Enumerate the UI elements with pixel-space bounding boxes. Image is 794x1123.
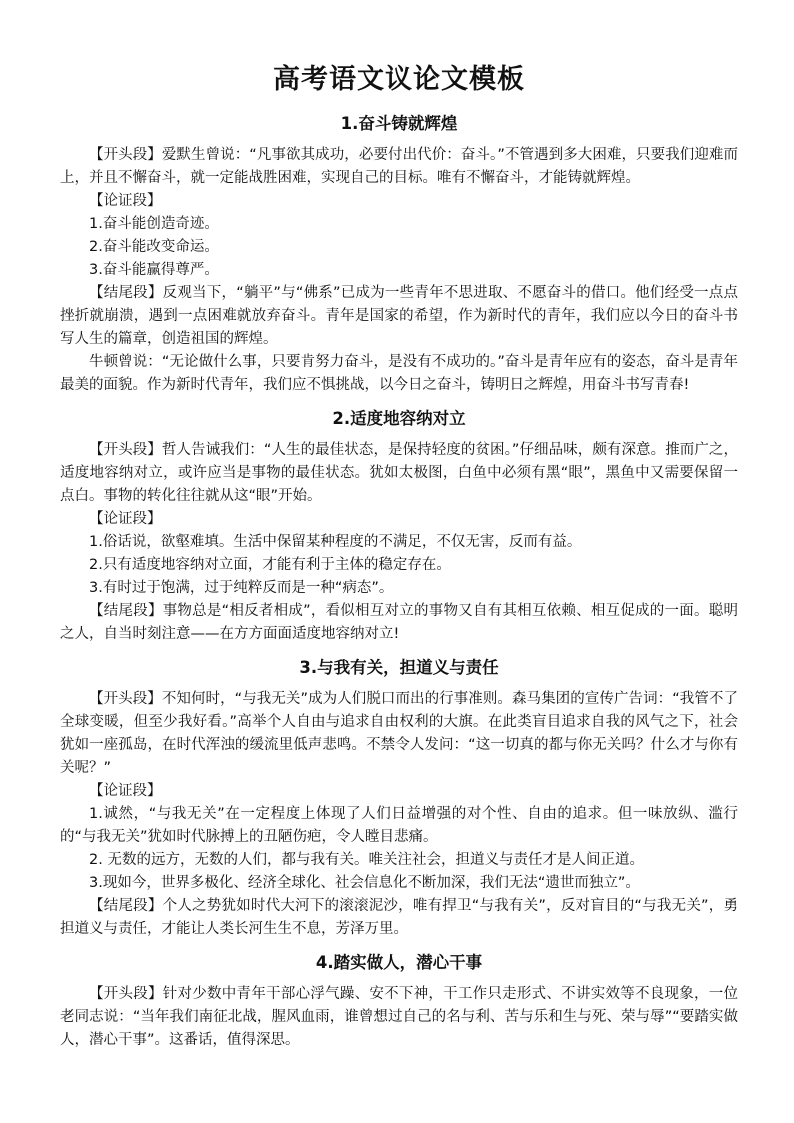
opening-paragraph: 【开头段】哲人告诫我们：“人生的最佳状态，是保持轻度的贫困。”仔细品味，颇有深意。推而广之，适度地容纳对立，或许应当是事物的最佳状态。犹如太极图，白鱼中必须有黑“眼”，黑鱼中又需要保留一点白。事物的转化往往就从这“眼”开始。 <box>60 442 738 504</box>
argument-point: 3.奋斗能赢得尊严。 <box>89 262 219 278</box>
argument-point: 1.俗话说，欲壑难填。生活中保留某种程度的不满足，不仅无害，反而有益。 <box>89 534 582 550</box>
argument-point: 1.诚然，“与我无关”在一定程度上体现了人们日益增强的对个性、自由的追求。但一味放纵、滥行的“与我无关”犹如时代脉搏上的丑陋伤疤，令人瞠目悲痛。 <box>60 806 738 845</box>
opening-paragraph: 【开头段】不知何时，“与我无关”成为人们脱口而出的行事准则。森马集团的宣传广告词：“我管不了全球变暖，但至少我好看。”高举个人自由与追求自由权利的大旗。在此类盲目追求自我的风气之下，社会犹如一座孤岛，在时代浑浊的缓流里低声悲鸣。不禁令人发问：“这一切真的都与你无关吗？什么才与你有关呢？” <box>60 691 738 776</box>
section-heading: 3.与我有关，担道义与责任 <box>299 658 499 677</box>
section-4 <box>60 951 738 1052</box>
argument-point: 1.奋斗能创造奇迹。 <box>89 216 219 232</box>
argument-label: 【论证段】 <box>89 511 162 527</box>
closing-paragraph: 【结尾段】个人之势犹如时代大河下的滚滚泥沙，唯有捍卫“与我有关”，反对盲目的“与我无关”，勇担道义与责任，才能让人类长河生生不息，芳泽万里。 <box>60 898 738 937</box>
closing-paragraph: 【结尾段】事物总是“相反者相成”，看似相互对立的事物又自有其相互依赖、相互促成的一面。聪明之人，自当时刻注意——在方方面面适度地容纳对立! <box>60 603 738 642</box>
argument-point: 3.现如今，世界多极化、经济全球化、社会信息化不断加深，我们无法“遗世而独立”。 <box>89 875 640 891</box>
argument-point: 2. 无数的远方，无数的人们，都与我有关。唯关注社会，担道义与责任才是人间正道。 <box>89 852 644 868</box>
closing-paragraph: 【结尾段】反观当下，“躺平”与“佛系”已成为一些青年不思进取、不愿奋斗的借口。他们经受一点点挫折就崩溃，遇到一点困难就放弃奋斗。青年是国家的希望，作为新时代的青年，我们应以今日的奋斗书写人生的篇章，创造祖国的辉煌。 <box>60 285 738 347</box>
section-3 <box>60 656 738 941</box>
document-title: 高考语文议论文模板 <box>273 64 525 95</box>
opening-paragraph: 【开头段】爱默生曾说：“凡事欲其成功，必要付出代价：奋斗。”不管遇到多大困难，只要我们迎难而上，并且不懈奋斗，就一定能战胜困难，实现自己的目标。唯有不懈奋斗，才能铸就辉煌。 <box>60 147 738 186</box>
argument-point: 2.奋斗能改变命运。 <box>89 239 219 255</box>
section-heading: 1.奋斗铸就辉煌 <box>340 114 458 133</box>
section-2 <box>60 407 738 646</box>
section-heading: 4.踏实做人，潜心干事 <box>315 953 483 972</box>
argument-point: 3.有时过于饱满，过于纯粹反而是一种“病态”。 <box>89 580 394 596</box>
argument-label: 【论证段】 <box>89 783 162 799</box>
argument-point: 2.只有适度地容纳对立面，才能有利于主体的稳定存在。 <box>89 557 451 573</box>
closing-paragraph-extra: 牛顿曾说：“无论做什么事，只要肯努力奋斗，是没有不成功的。”奋斗是青年应有的姿态，奋斗是青年最美的面貌。作为新时代青年，我们应不惧挑战，以今日之奋斗，铸明日之辉煌，用奋斗书写青春! <box>60 354 738 393</box>
opening-paragraph: 【开头段】针对少数中青年干部心浮气躁、安不下神，干工作只走形式、不讲实效等不良现象，一位老同志说：“当年我们南征北战，腥风血雨，谁曾想过自己的名与利、苦与乐和生与死、荣与辱”“要踏实做人，潜心干事”。这番话，值得深思。 <box>60 986 738 1048</box>
section-1 <box>60 112 738 397</box>
section-heading: 2.适度地容纳对立 <box>332 409 466 428</box>
argument-label: 【论证段】 <box>89 193 162 209</box>
